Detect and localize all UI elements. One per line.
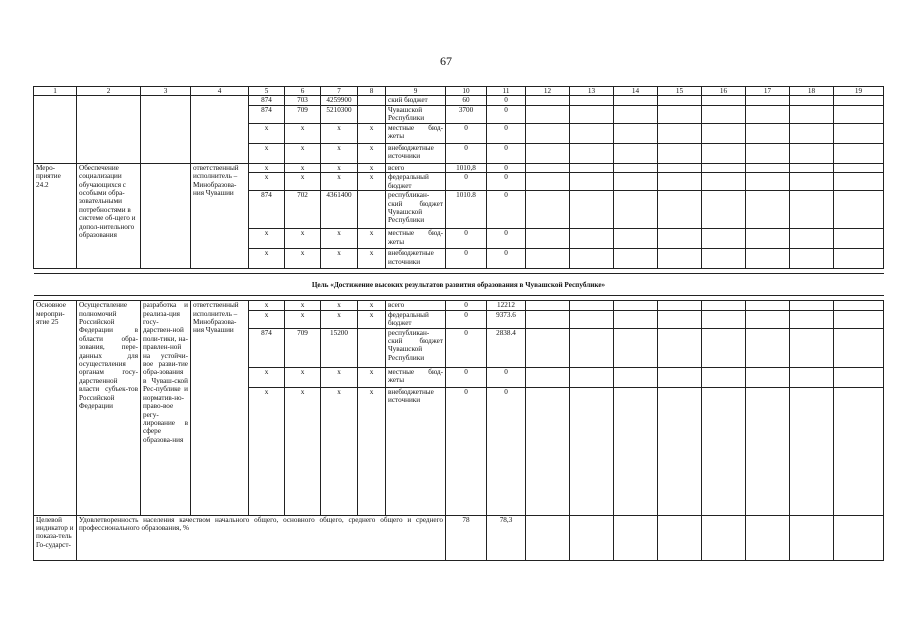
cell-source: федеральный бюджет bbox=[386, 173, 446, 191]
cell-grbs: x bbox=[249, 163, 285, 172]
cell-value: 0 bbox=[446, 143, 487, 163]
cell-source: Чувашской Республики bbox=[386, 105, 446, 123]
cell-source: местные бюд-жеты bbox=[386, 229, 446, 249]
cell-value: 0 bbox=[446, 249, 487, 269]
cell-value: 3700 bbox=[446, 105, 487, 123]
cell-target-article: x bbox=[321, 163, 358, 172]
activity-description: разработка и реализа-ция госу-дарствен-ной поли-тики, на-правлен-ной на устойчи-вое разви-тие обра-зования в Чуваш-ской Рес-публике и норматив-но-право-вое регу-лирование в сфере образова-ния bbox=[141, 301, 191, 515]
cell-source: федеральный бюджет bbox=[386, 310, 446, 328]
cell-section: x bbox=[285, 163, 321, 172]
cell-grbs: x bbox=[249, 229, 285, 249]
col-header: 16 bbox=[702, 87, 746, 96]
cell-value: 0 bbox=[446, 301, 487, 310]
cell-source: местные бюд-жеты bbox=[386, 367, 446, 387]
col-header: 5 bbox=[249, 87, 285, 96]
indicator-text: Удовлетворенность населения качеством начального общего, основного общего, среднего общего и среднего профессионального образования, % bbox=[77, 515, 446, 560]
col-header: 13 bbox=[570, 87, 614, 96]
cell-section: x bbox=[285, 310, 321, 328]
cell-section: x bbox=[285, 367, 321, 387]
cell-section: 709 bbox=[285, 328, 321, 367]
activity-label: Основное меропри-ятие 25 bbox=[34, 301, 77, 515]
cell-expense-type bbox=[358, 105, 386, 123]
cell-expense-type: x bbox=[358, 229, 386, 249]
col-header: 17 bbox=[746, 87, 790, 96]
cell-expense-type bbox=[358, 191, 386, 229]
cell-target-article: x bbox=[321, 123, 358, 143]
cell-target-article: 4361400 bbox=[321, 191, 358, 229]
cell-target-article: x bbox=[321, 143, 358, 163]
cell-value: 0 bbox=[487, 173, 526, 191]
cell-section: 702 bbox=[285, 191, 321, 229]
cell-section: x bbox=[285, 173, 321, 191]
cell-grbs: x bbox=[249, 143, 285, 163]
header-row bbox=[34, 87, 884, 96]
cell-value: 0 bbox=[487, 105, 526, 123]
cell-expense-type: x bbox=[358, 249, 386, 269]
cell-value: 0 bbox=[487, 96, 526, 105]
cell-value: 12212 bbox=[487, 301, 526, 310]
cell-value: 9373.6 bbox=[487, 310, 526, 328]
col-header: 9 bbox=[386, 87, 446, 96]
cell-section: x bbox=[285, 123, 321, 143]
cell-section: 709 bbox=[285, 105, 321, 123]
cell-value: 0 bbox=[487, 163, 526, 172]
table-row bbox=[34, 96, 884, 105]
cell-grbs: x bbox=[249, 301, 285, 310]
cell-expense-type bbox=[358, 328, 386, 367]
col-header: 15 bbox=[658, 87, 702, 96]
cell-section: x bbox=[285, 229, 321, 249]
cell-target-article: x bbox=[321, 173, 358, 191]
col-header: 19 bbox=[834, 87, 884, 96]
cell-empty bbox=[141, 163, 191, 268]
activity-name: Осуществление полномочий Российской Федерации в области обра-зования, пере-данных для осуществления органам госу-дарственной власти субъек-тов Российской Федерации bbox=[77, 301, 141, 515]
cell-empty bbox=[141, 96, 191, 163]
cell-value: 1010,8 bbox=[446, 163, 487, 172]
cell-section: x bbox=[285, 387, 321, 515]
cell-value: 78,3 bbox=[487, 515, 526, 560]
activity-name: Обеспечение социализации обучающихся с особыми обра-зовательными потребностями в системе об-щего и допол-нительного образования bbox=[77, 163, 141, 268]
cell-target-article: x bbox=[321, 301, 358, 310]
cell-target-article: 5210300 bbox=[321, 105, 358, 123]
cell-expense-type bbox=[358, 96, 386, 105]
cell-target-article: x bbox=[321, 229, 358, 249]
cell-empty bbox=[191, 96, 249, 163]
cell-target-article: x bbox=[321, 387, 358, 515]
cell-source: республикан-ский бюджет Чувашской Республики bbox=[386, 191, 446, 229]
cell-source: всего bbox=[386, 301, 446, 310]
cell-value: 0 bbox=[487, 229, 526, 249]
cell-grbs: x bbox=[249, 310, 285, 328]
cell-value: 1010.8 bbox=[446, 191, 487, 229]
cell-target-article: 4259900 bbox=[321, 96, 358, 105]
page-number: 67 bbox=[440, 54, 452, 68]
cell-section: x bbox=[285, 249, 321, 269]
cell-source: внебюджетные источники bbox=[386, 143, 446, 163]
cell-expense-type: x bbox=[358, 123, 386, 143]
cell-value: 0 bbox=[446, 123, 487, 143]
cell-value: 0 bbox=[487, 367, 526, 387]
cell-value: 0 bbox=[487, 249, 526, 269]
cell-value: 0 bbox=[446, 229, 487, 249]
cell-value: 0 bbox=[446, 310, 487, 328]
col-header: 7 bbox=[321, 87, 358, 96]
table-row bbox=[34, 301, 884, 310]
cell-target-article: x bbox=[321, 249, 358, 269]
cell-value: 0 bbox=[446, 173, 487, 191]
indicator-label: Целевой индикатор и показа-тель Го-сударст- bbox=[34, 515, 77, 560]
cell-value: 0 bbox=[446, 367, 487, 387]
col-header: 1 bbox=[34, 87, 77, 96]
cell-value: 0 bbox=[446, 328, 487, 367]
col-header: 4 bbox=[191, 87, 249, 96]
col-header: 3 bbox=[141, 87, 191, 96]
goal-row bbox=[34, 274, 884, 296]
responsible-executor: ответственный исполнитель – Минобразова-ния Чувашии bbox=[191, 301, 249, 515]
cell-source: местные бюд-жеты bbox=[386, 123, 446, 143]
cell-section: x bbox=[285, 143, 321, 163]
cell-value: 0 bbox=[487, 123, 526, 143]
cell-source: республикан-ский бюджет Чувашской Республики bbox=[386, 328, 446, 367]
program-table bbox=[33, 86, 884, 561]
cell-source: ский бюджет bbox=[386, 96, 446, 105]
cell-value: 0 bbox=[487, 143, 526, 163]
col-header: 6 bbox=[285, 87, 321, 96]
cell-grbs: x bbox=[249, 173, 285, 191]
col-header: 18 bbox=[790, 87, 834, 96]
goal-title: Цель «Достижение высоких результатов развития образования в Чувашской Республике» bbox=[34, 274, 884, 296]
cell-section: 703 bbox=[285, 96, 321, 105]
cell-value: 60 bbox=[446, 96, 487, 105]
table-row bbox=[34, 515, 884, 560]
cell-grbs: x bbox=[249, 249, 285, 269]
cell-expense-type: x bbox=[358, 173, 386, 191]
cell-value: 0 bbox=[487, 387, 526, 515]
cell-grbs: 874 bbox=[249, 328, 285, 367]
col-header: 8 bbox=[358, 87, 386, 96]
cell-expense-type: x bbox=[358, 387, 386, 515]
cell-empty bbox=[34, 96, 77, 163]
cell-target-article: x bbox=[321, 310, 358, 328]
cell-expense-type: x bbox=[358, 367, 386, 387]
col-header: 11 bbox=[487, 87, 526, 96]
cell-target-article: x bbox=[321, 367, 358, 387]
col-header: 10 bbox=[446, 87, 487, 96]
cell-grbs: 874 bbox=[249, 105, 285, 123]
cell-grbs: 874 bbox=[249, 191, 285, 229]
cell-target-article: 15200 bbox=[321, 328, 358, 367]
responsible-executor: ответственный исполнитель – Минобразова-ния Чувашии bbox=[191, 163, 249, 268]
cell-grbs: 874 bbox=[249, 96, 285, 105]
cell-value: 78 bbox=[446, 515, 487, 560]
col-header: 14 bbox=[614, 87, 658, 96]
cell-expense-type: x bbox=[358, 143, 386, 163]
cell-grbs: x bbox=[249, 123, 285, 143]
cell-value: 2838.4 bbox=[487, 328, 526, 367]
cell-expense-type: x bbox=[358, 310, 386, 328]
activity-label: Меро-приятие 24.2 bbox=[34, 163, 77, 268]
cell-value: 0 bbox=[487, 191, 526, 229]
cell-empty bbox=[77, 96, 141, 163]
cell-section: x bbox=[285, 301, 321, 310]
cell-source: внебюджетные источники bbox=[386, 387, 446, 515]
cell-expense-type: x bbox=[358, 301, 386, 310]
cell-source: внебюджетные источники bbox=[386, 249, 446, 269]
cell-expense-type: x bbox=[358, 163, 386, 172]
cell-value: 0 bbox=[446, 387, 487, 515]
cell-source: всего bbox=[386, 163, 446, 172]
cell-grbs: x bbox=[249, 387, 285, 515]
cell-grbs: x bbox=[249, 367, 285, 387]
table-row bbox=[34, 163, 884, 172]
col-header: 2 bbox=[77, 87, 141, 96]
col-header: 12 bbox=[526, 87, 570, 96]
